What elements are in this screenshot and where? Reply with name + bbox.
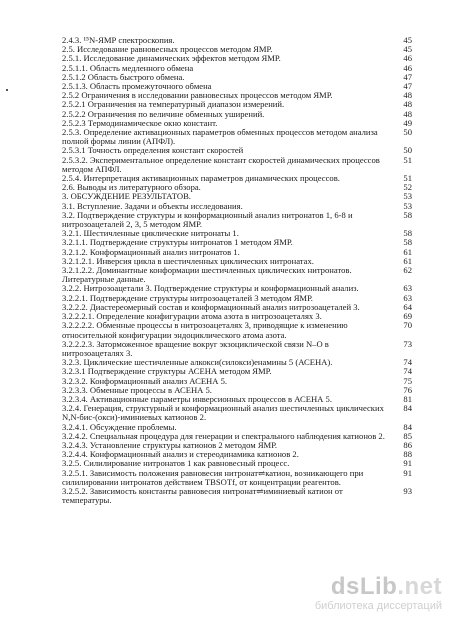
toc-entry-page: 46 [403, 62, 412, 73]
scan-speck [6, 89, 8, 91]
toc-entry-title: 3.2.1.2. Конформационный анализ нитронатов 1. [62, 246, 240, 257]
toc-entry-page: 61 [403, 246, 412, 257]
table-of-contents [62, 36, 412, 505]
toc-entry-title: 2.5.1.1. Область медленного обмена [62, 62, 194, 73]
toc-entry [62, 487, 412, 505]
toc-entry-page: 61 [403, 255, 412, 266]
toc-entry-page: 45 [403, 44, 412, 55]
toc-entry-page: 50 [403, 145, 412, 156]
watermark-brand-suffix: .net [397, 573, 442, 600]
toc-entry-title: 2.5.3.1 Точность определения констант скоростей [62, 145, 244, 156]
dslib-watermark [292, 574, 442, 613]
toc-entry-page: 45 [403, 35, 412, 45]
toc-entry-page: 81 [403, 393, 412, 404]
toc-entry-page: 51 [403, 154, 412, 165]
toc-entry-page: 53 [403, 200, 412, 211]
toc-entry-title: 3.2.1.2.1. Инверсия цикла в шестичленных циклических нитронатах. [62, 255, 314, 266]
toc-entry-title: 3.2.3.1 Подтверждение структуры АСЕНА методом ЯМР. [62, 366, 272, 377]
toc-entry-page: 48 [403, 99, 412, 110]
toc-entry [62, 340, 412, 358]
toc-entry-title: 3.2.5. Силилирование нитронатов 1 как равновесный процесс. [62, 458, 290, 469]
toc-entry-title: 3.2.2.2.2. Обменные процессы в нитрозоацеталях 3, приводящие к изменению относительной конфигурации эндоциклического атома азота. [62, 320, 348, 340]
toc-entry-page: 84 [403, 403, 412, 414]
toc-entry-page: 58 [403, 209, 412, 220]
toc-entry-title: 3.2. Подтверждение структуры и конформационный анализ нитронатов 1, 6-8 и нитрозоацеталей 2, 3, 5 методом ЯМР. [62, 209, 353, 230]
toc-entry-title: 3.2.4. Генерация, структурный и конформационный анализ шестичленных циклических N,N-бис-(окси)-иминиевых катионов 2. [62, 403, 384, 423]
toc-entry-page: 52 [403, 182, 412, 193]
toc-entry-title: 2.5.3.2. Экспериментальное определение констант скоростей динамических процессов методом АПФЛ. [62, 154, 380, 174]
toc-entry-title: 3.2.1.2.2. Доминантные конформации шестичленных циклических нитронатов. Литературные данные. [62, 265, 352, 285]
toc-entry-title: 3.2.3. Циклические шестичленные алкокси(силокси)енамины 5 (АСЕНА). [62, 357, 333, 368]
toc-entry-page: 53 [403, 191, 412, 202]
toc-entry [62, 469, 412, 487]
toc-entry-page: 88 [403, 449, 412, 460]
toc-entry-title: 2.5.3. Определение активационных параметров обменных процессов методом анализа полной формы линии (АПФЛ). [62, 127, 378, 147]
toc-entry-page: 76 [403, 384, 412, 395]
toc-entry-title: 2.5. Исследование равновесных процессов методом ЯМР. [62, 44, 273, 55]
toc-entry-page: 47 [403, 71, 412, 82]
toc-entry-page: 86 [403, 439, 412, 450]
toc-entry-page: 51 [403, 173, 412, 184]
toc-entry-title: 2.5.2 Ограничения в исследовании равновесных процессов методом ЯМР. [62, 90, 333, 101]
toc-entry [62, 211, 412, 229]
toc-entry-title: 3.2.2.2.1. Определение конфигурации атома азота в нитрозоацеталях 3. [62, 311, 322, 322]
toc-entry-title: 3.2.3.4. Активационные параметры инверсионных процессов в АСЕНА 5. [62, 393, 332, 404]
toc-entry-title: 3.2.1.1. Подтверждение структуры нитронатов 1 методом ЯМР. [62, 237, 293, 248]
toc-entry-title: 3.2.4.1. Обсуждение проблемы. [62, 421, 177, 432]
toc-entry-title: 2.5.4. Интерпретация активационных параметров динамических процессов. [62, 173, 340, 184]
toc-entry-page: 73 [403, 338, 412, 349]
toc-entry-title: 3.2.2. Нитрозоацетали 3. Подтверждение структуры и конформационный анализ. [62, 283, 359, 294]
toc-entry-page: 62 [403, 265, 412, 276]
toc-entry-page: 48 [403, 108, 412, 119]
toc-entry-page: 64 [403, 301, 412, 312]
toc-entry-page: 47 [403, 81, 412, 92]
toc-entry-page: 74 [403, 357, 412, 368]
toc-entry-title: 2.5.2.2 Ограничения по величине обменных уширений. [62, 108, 265, 119]
toc-entry [62, 321, 412, 339]
toc-entry-title: 3.2.1. Шестичленные циклические нитронаты 1. [62, 228, 239, 239]
toc-entry-page: 63 [403, 292, 412, 303]
toc-entry-title: 3. ОБСУЖДЕНИЕ РЕЗУЛЬТАТОВ. [62, 191, 191, 202]
toc-entry-title: 2.5.2.3 Термодинамическое окно констант. [62, 117, 218, 128]
toc-entry-title: 3.2.4.3. Установление структуры катионов 2 методом ЯМР. [62, 439, 278, 450]
toc-entry-page: 69 [403, 311, 412, 322]
toc-entry-page: 48 [403, 90, 412, 101]
toc-entry-title: 3.2.4.2. Специальная процедура для генерации и спектрального наблюдения катионов 2. [62, 430, 385, 441]
toc-entry-page: 58 [403, 237, 412, 248]
toc-entry-page: 49 [403, 117, 412, 128]
toc-entry-title: 2.6. Выводы из литературного обзора. [62, 182, 201, 193]
toc-entry-title: 3.2.3.3. Обменные процессы в АСЕНА 5. [62, 384, 212, 395]
toc-entry [62, 404, 412, 422]
toc-entry-title: 3.2.2.2.3. Заторможенное вращение вокруг экзоциклической связи N–O в нитрозоацеталях 3. [62, 338, 329, 358]
watermark-subtitle: библиотека диссертаций [314, 600, 442, 612]
toc-entry-title: 3.2.5.1. Зависимость положения равновесия нитронат⇌катион, возникающего при силилировании нитронатов действием TBSOTf, от концентрации реагентов. [62, 467, 364, 487]
watermark-brand [292, 574, 442, 600]
toc-entry-page: 93 [403, 485, 412, 496]
toc-entry-title: 3.2.3.2. Конформационный анализ АСЕНА 5. [62, 375, 228, 386]
toc-entry-title: 2.5.1. Исследование динамических эффектов методом ЯМР. [62, 53, 281, 64]
toc-entry-title: 3.2.2.2. Диастереомерный состав и конформационный анализ нитрозоацеталей 3. [62, 301, 360, 312]
toc-entry-page: 91 [403, 458, 412, 469]
toc-entry-page: 63 [403, 283, 412, 294]
toc-entry-title: 3.1. Вступление. Задачи и объекты исследования. [62, 200, 243, 211]
toc-entry [62, 156, 412, 174]
toc-entry-title: 2.5.1.2 Область быстрого обмена. [62, 71, 185, 82]
toc-entry-page: 75 [403, 375, 412, 386]
toc-entry-page: 74 [403, 366, 412, 377]
toc-entry-page: 91 [403, 467, 412, 478]
toc-entry-page: 50 [403, 127, 412, 138]
toc-entry-title: 2.5.1.3. Область промежуточного обмена [62, 81, 212, 92]
toc-entry [62, 266, 412, 284]
toc-entry-title: 2.5.2.1 Ограничения на температурный диапазон измерений. [62, 99, 285, 110]
toc-entry-page: 58 [403, 228, 412, 239]
toc-entry-page: 84 [403, 421, 412, 432]
toc-entry-page: 85 [403, 430, 412, 441]
toc-entry-title: 3.2.5.2. Зависимость константы равновесия нитронат⇌иминиевый катион от температуры. [62, 485, 343, 506]
toc-entry [62, 128, 412, 146]
toc-entry-page: 70 [403, 320, 412, 331]
toc-entry-title: 3.2.2.1. Подтверждение структуры нитрозоацеталей 3 методом ЯМР. [62, 292, 313, 303]
toc-entry-title: 2.4.3. ¹⁵N-ЯМР спектроскопия. [62, 35, 175, 45]
watermark-brand-name: dsLib [330, 573, 398, 600]
toc-entry-page: 46 [403, 53, 412, 64]
toc-entry-title: 3.2.4.4. Конформационный анализ и стереодинамика катионов 2. [62, 449, 299, 460]
